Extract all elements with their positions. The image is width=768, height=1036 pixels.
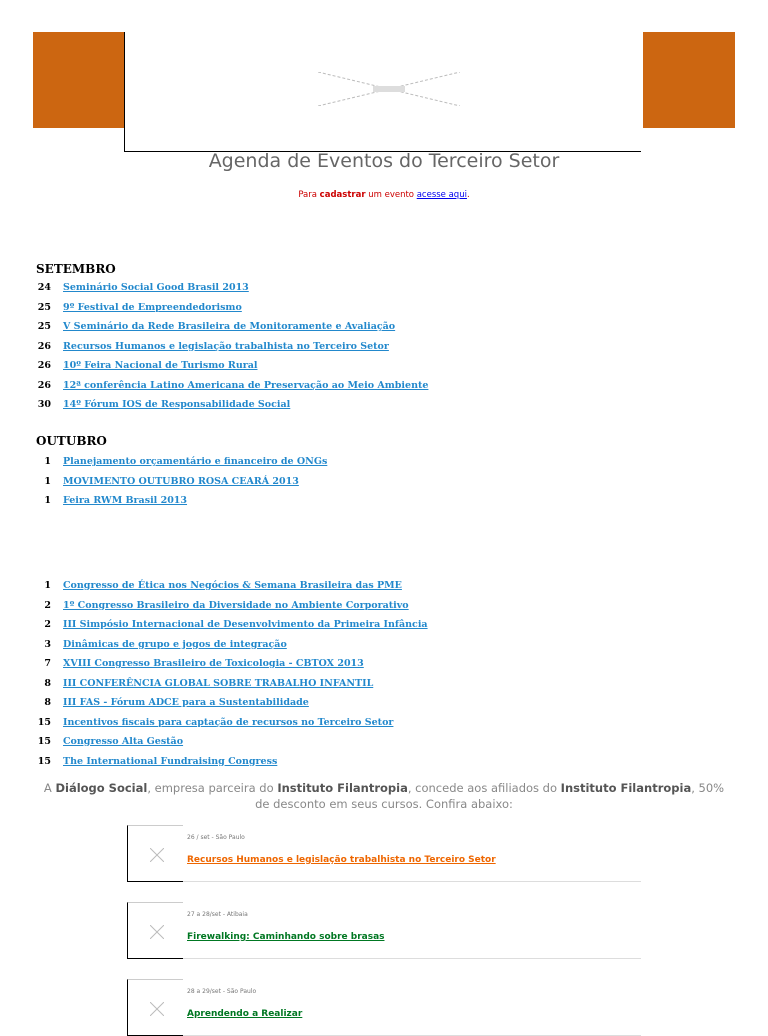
right-orange-banner — [643, 32, 735, 128]
month-heading: OUTUBRO — [36, 434, 107, 448]
broken-image-icon — [150, 925, 164, 939]
register-event-line — [0, 190, 768, 200]
event-link[interactable]: 9º Festival de Empreendedorismo — [63, 301, 242, 313]
event-link[interactable]: Congresso Alta Gestão — [63, 736, 184, 747]
course-thumbnail — [127, 825, 183, 882]
event-link[interactable]: 14º Fórum IOS de Responsabilidade Social — [63, 399, 291, 410]
event-day: 1 — [44, 495, 51, 506]
event-list-setembro — [0, 282, 768, 419]
event-link[interactable]: 1º Congresso Brasileiro da Diversidade no Ambiente Corporativo — [63, 599, 409, 611]
promo-partner: Instituto Filantropia — [277, 781, 408, 795]
event-row — [0, 282, 768, 302]
course-link[interactable]: Firewalking: Caminhando sobre brasas — [187, 932, 385, 942]
event-link[interactable]: III FAS - Fórum ADCE para a Sustentabilidade — [63, 697, 309, 708]
event-row — [0, 321, 768, 341]
event-row — [0, 580, 768, 600]
month-heading: SETEMBRO — [36, 262, 116, 276]
course-date-location: 28 a 29/set - São Paulo — [187, 988, 257, 995]
event-row — [0, 619, 768, 639]
event-day: 7 — [44, 658, 51, 669]
event-day: 26 — [37, 360, 51, 371]
event-link[interactable]: Recursos Humanos e legislação trabalhista no Terceiro Setor — [63, 340, 389, 352]
register-bold: cadastrar — [319, 190, 366, 200]
event-link[interactable]: 10º Feira Nacional de Turismo Rural — [63, 360, 258, 371]
event-list-more — [0, 580, 768, 775]
event-row — [0, 600, 768, 620]
event-row — [0, 736, 768, 756]
header-banner-frame — [124, 32, 641, 152]
course-date-location: 27 a 28/set - Atibaia — [187, 911, 248, 918]
event-list-outubro — [0, 456, 768, 515]
page-title: Agenda de Eventos do Terceiro Setor — [208, 150, 560, 172]
event-row — [0, 697, 768, 717]
course-card — [127, 902, 641, 959]
event-link[interactable]: The International Fundraising Congress — [63, 755, 278, 767]
event-day: 8 — [44, 677, 51, 689]
event-row — [0, 678, 768, 698]
course-card — [127, 979, 641, 1036]
event-day: 30 — [37, 399, 51, 410]
event-link[interactable]: XVIII Congresso Brasileiro de Toxicologia - CBTOX 2013 — [63, 658, 364, 669]
event-day: 2 — [44, 599, 51, 611]
event-day: 1 — [44, 475, 51, 487]
event-row — [0, 302, 768, 322]
event-link[interactable]: III Simpósio Internacional de Desenvolvimento da Primeira Infância — [63, 619, 428, 630]
event-row — [0, 476, 768, 496]
event-day: 15 — [37, 755, 51, 767]
broken-image-icon — [150, 848, 164, 862]
event-link[interactable]: Dinâmicas de grupo e jogos de integração — [63, 638, 287, 650]
broken-image-icon — [150, 1002, 164, 1016]
event-row — [0, 360, 768, 380]
event-link[interactable]: MOVIMENTO OUTUBRO ROSA CEARÁ 2013 — [63, 475, 299, 487]
event-link[interactable]: Planejamento orçamentário e financeiro de ONGs — [63, 456, 328, 467]
event-row — [0, 399, 768, 419]
course-link[interactable]: Aprendendo a Realizar — [187, 1009, 303, 1019]
promo-partner: Instituto Filantropia — [560, 781, 692, 795]
register-suffix: . — [466, 190, 470, 200]
course-thumbnail — [127, 979, 183, 1036]
register-prefix: Para — [298, 190, 320, 200]
promo-company: Diálogo Social — [55, 781, 148, 795]
card-divider — [183, 958, 641, 959]
event-link[interactable]: Feira RWM Brasil 2013 — [63, 495, 188, 506]
event-row — [0, 380, 768, 400]
event-link[interactable]: V Seminário da Rede Brasileira de Monitoramente e Avaliação — [63, 321, 396, 332]
event-row — [0, 456, 768, 476]
event-day: 15 — [37, 736, 51, 747]
event-day: 1 — [44, 456, 51, 467]
event-link[interactable]: Seminário Social Good Brasil 2013 — [63, 282, 249, 293]
event-day: 2 — [44, 619, 51, 630]
course-card — [127, 825, 641, 882]
broken-image-icon — [318, 72, 460, 106]
event-day: 8 — [44, 697, 51, 708]
course-date-location: 26 / set - São Paulo — [187, 834, 245, 841]
event-link[interactable]: III CONFERÊNCIA GLOBAL SOBRE TRABALHO INFANTIL — [63, 677, 374, 689]
course-thumbnail — [127, 902, 183, 959]
event-day: 26 — [37, 379, 51, 391]
event-link[interactable]: 12ª conferência Latino Americana de Preservação ao Meio Ambiente — [63, 379, 429, 391]
event-day: 15 — [37, 716, 51, 728]
event-day: 24 — [37, 282, 51, 293]
promo-text: A Diálogo Social, empresa parceira do Instituto Filantropia, concede aos afiliados do Instituto Filantropia, 50% de desconto em seus cursos. Confira abaixo: — [43, 781, 725, 811]
event-day: 26 — [37, 340, 51, 352]
event-day: 1 — [44, 580, 51, 591]
card-divider — [183, 881, 641, 882]
event-row — [0, 756, 768, 776]
event-row — [0, 341, 768, 361]
event-day: 25 — [37, 301, 51, 313]
course-link[interactable]: Recursos Humanos e legislação trabalhista no Terceiro Setor — [187, 855, 496, 865]
register-middle: um evento — [365, 190, 417, 200]
event-row — [0, 658, 768, 678]
left-orange-banner — [33, 32, 125, 128]
event-row — [0, 717, 768, 737]
register-link[interactable]: acesse aqui — [416, 190, 467, 200]
event-day: 25 — [37, 321, 51, 332]
event-link[interactable]: Congresso de Ética nos Negócios & Semana Brasileira das PME — [63, 580, 402, 591]
event-row — [0, 639, 768, 659]
event-row — [0, 495, 768, 515]
event-day: 3 — [44, 638, 51, 650]
event-link[interactable]: Incentivos fiscais para captação de recursos no Terceiro Setor — [63, 716, 394, 728]
